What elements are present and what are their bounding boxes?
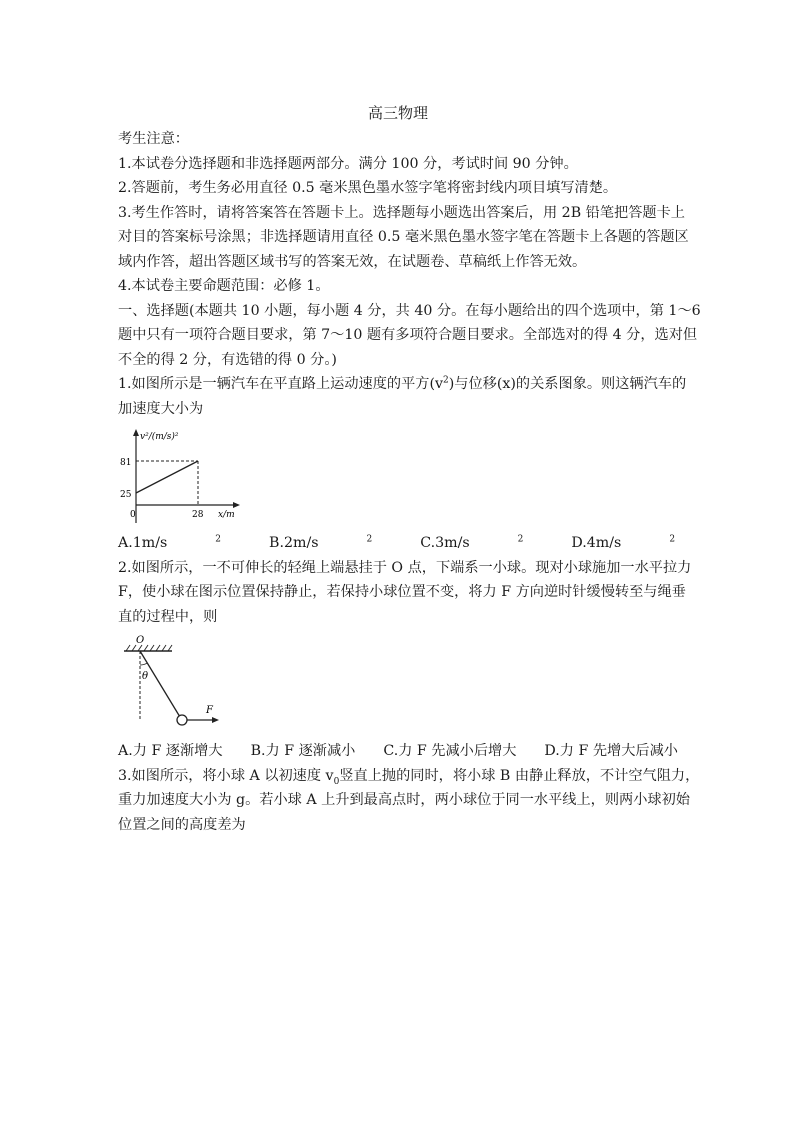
option-b[interactable]: B.2m/s $^2$ — [269, 534, 373, 551]
question-2-options — [118, 739, 678, 764]
rope — [140, 651, 180, 717]
q1-v2-x-graph — [118, 427, 248, 527]
option-d[interactable]: D.力 F 先增大后减小 — [544, 743, 678, 759]
section-instructions: 题中只有一项符合题目要求，第 7～10 题有多项符合题目要求。全部选对的得 4 分，选对但 — [118, 327, 698, 343]
question-1-options — [118, 531, 678, 556]
question-3-text: 位置之间的高度差为 — [118, 816, 246, 833]
exam-page — [118, 100, 701, 837]
x-axis-label: x/m — [218, 510, 235, 520]
notice-item: 2.答题前，考生务必用直径 0.5 毫米黑色墨水签字笔将密封线内项目填写清楚。 — [118, 180, 618, 196]
question-2-text: 2.如图所示，一不可伸长的轻绳上端悬挂于 O 点，下端系一小球。现对小球施加一水平拉力 — [118, 559, 692, 576]
option-d[interactable]: D.4m/s $^2$ — [571, 534, 676, 551]
notice-item: 3.考生作答时，请将答案答在答题卡上。选择题每小题选出答案后，用 2B 铅笔把答题卡上 — [118, 204, 685, 221]
notice-item: 对目的答案标号涂黑；非选择题请用直径 0.5 毫米黑色墨水签字笔在答题卡上各题的答题区 — [118, 229, 689, 245]
y-tick-81: 81 — [120, 458, 132, 468]
page-title: 高三物理 — [367, 104, 428, 122]
y-tick-25: 25 — [120, 490, 132, 500]
notice-item: 4.本试卷主要命题范围：必修 1。 — [118, 278, 330, 294]
question-1-text: 加速度大小为 — [118, 400, 204, 417]
option-c[interactable]: C.3m/s $^2$ — [420, 534, 524, 551]
question-2-text: 直的过程中，则 — [118, 608, 218, 625]
question-3-text: 重力加速度大小为 g。若小球 A 上升到最高点时，两小球位于同一水平线上，则两小球初始 — [118, 792, 690, 808]
notice-item: 1.本试卷分选择题和非选择题两部分。满分 100 分，考试时间 90 分钟。 — [118, 155, 578, 172]
notice-item: 域内作答，超出答题区域书写的答案无效，在试题卷、草稿纸上作答无效。 — [118, 253, 587, 270]
origin-label: 0 — [130, 510, 136, 520]
option-c[interactable]: C.力 F 先减小后增大 — [383, 743, 517, 759]
question-2-text: F，使小球在图示位置保持静止，若保持小球位置不变，将力 F 方向逆时针缓慢转至与绳垂 — [118, 584, 686, 600]
y-axis-label: v²/(m/s)² — [140, 432, 179, 442]
question-1-text: 1.如图所示是一辆汽车在平直路上运动速度的平方$(v^2)$与位移(x)的关系图象。则这辆汽车的 — [118, 375, 687, 392]
force-f-label: F — [206, 705, 213, 716]
x-tick-28: 28 — [192, 510, 204, 520]
section-instructions: 不全的得 2 分，有选错的得 0 分。) — [118, 351, 337, 368]
q2-pendulum-figure — [118, 635, 228, 735]
ball — [177, 715, 187, 725]
question-3-text: 3.如图所示，将小球 A 以初速度 $v_0$竖直上抛的同时，将小球 B 由静止释放，不计空气阻力， — [118, 767, 700, 787]
v2-x-line — [136, 461, 198, 493]
section-instructions: 一、选择题(本题共 10 小题，每小题 4 分，共 40 分。在每小题给出的四个选项中，第 1～6 — [118, 302, 701, 319]
angle-theta-label: θ — [142, 671, 149, 682]
option-a[interactable]: A.力 F 逐渐增大 — [118, 743, 223, 759]
point-o-label: O — [136, 635, 145, 646]
option-b[interactable]: B.力 F 逐渐减小 — [250, 743, 356, 759]
notice-heading: 考生注意： — [118, 131, 189, 147]
option-a[interactable]: A.1m/s $^2$ — [118, 534, 222, 551]
